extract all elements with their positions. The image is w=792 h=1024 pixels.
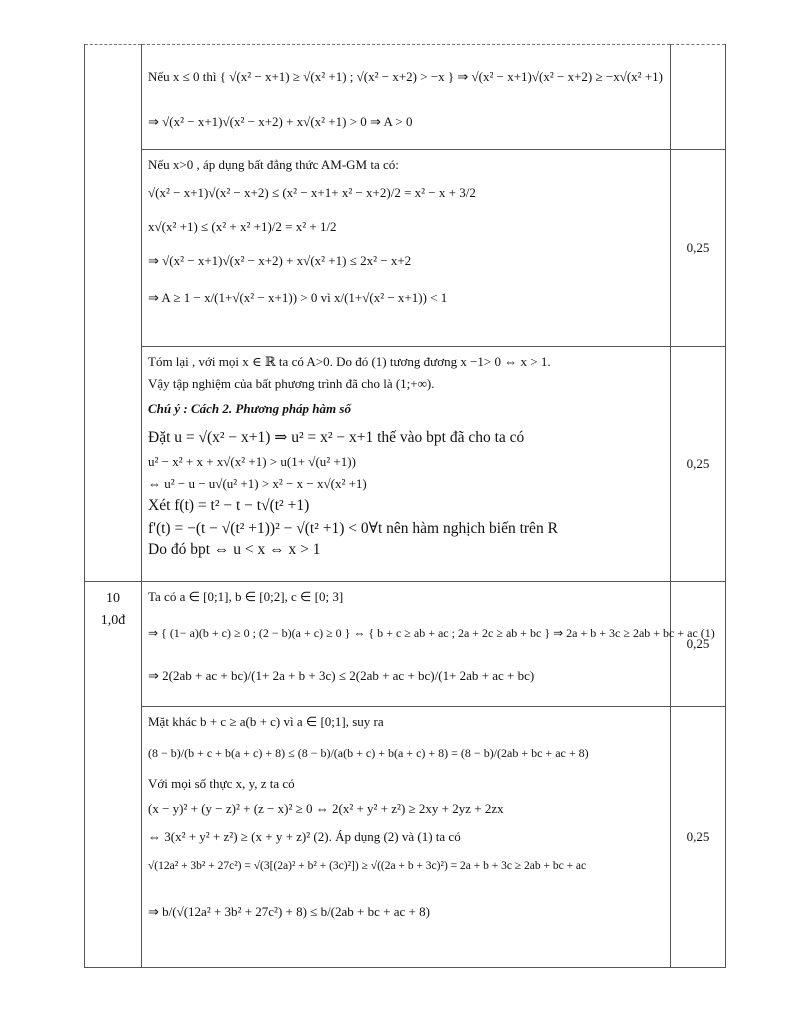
question-number-cell	[85, 582, 142, 968]
solution-cell	[142, 347, 671, 582]
math-expression: (x − y)² + (y − z)² + (z − x)² ≥ 0 ⇔ 2(x² + y² + z²) ≥ 2xy + 2yz + 2zx	[148, 801, 504, 816]
score-value: 0,25	[686, 456, 710, 471]
question-number: 10	[106, 591, 120, 606]
row-r1-line-1	[148, 111, 666, 133]
math-expression: ⇒ { (1− a)(b + c) ≥ 0 ; (2 − b)(a + c) ≥ 0 } ⇔ { b + c ≥ ab + ac ; 2a + 2c ≥ ab + bc } ⇒ 2a + b + 3c ≥ 2ab + bc + ac (1)	[148, 625, 715, 640]
math-expression: Nếu x ≤ 0 thì { √(x² − x+1) ≥ √(x² +1) ; √(x² − x+2) > −x } ⇒ √(x² − x+1)√(x² − x+2) ≥ −x√(x² +1)	[148, 69, 663, 84]
table-row	[85, 45, 726, 150]
math-expression: ⇒ √(x² − x+1)√(x² − x+2) + x√(x² +1) ≤ 2x² − x+2	[148, 253, 412, 268]
table-row	[85, 347, 726, 582]
math-expression: √(x² − x+1)√(x² − x+2) ≤ (x² − x+1+ x² − x+2)/2 = x² − x + 3/2	[148, 185, 476, 200]
math-expression: ⇔ u² − u − u√(u² +1) > x² − x − x√(x² +1)	[148, 476, 367, 491]
score-value: 0,25	[686, 636, 710, 651]
row-r3-line-0	[148, 351, 666, 373]
table-row	[85, 707, 726, 968]
score-cell	[671, 45, 726, 150]
row-r5-line-1	[148, 733, 666, 773]
row-r2-line-1	[148, 176, 666, 210]
table-row	[85, 582, 726, 707]
text-line: Nếu x>0 , áp dụng bất đẳng thức AM-GM ta có:	[148, 157, 399, 172]
row-r3-line-5	[148, 473, 666, 495]
row-r2-content	[142, 150, 670, 346]
row-r2-line-2	[148, 210, 666, 244]
question-number-cell	[85, 45, 142, 582]
row-r3-line-7	[148, 517, 666, 539]
text-line: Vậy tập nghiệm của bất phương trình đã cho là (1;+∞).	[148, 376, 435, 391]
row-r5-line-3	[148, 795, 666, 823]
row-r5-line-6	[148, 895, 666, 929]
text-line: Do đó bpt ⇔ u < x ⇔ x > 1	[148, 541, 321, 558]
score-value: 0,25	[686, 829, 710, 844]
math-expression: ⇒ b/(√(12a² + 3b² + 27c²) + 8) ≤ b/(2ab + bc + ac + 8)	[148, 904, 430, 919]
score-cell	[671, 582, 726, 707]
math-expression: ⇒ A ≥ 1 − x/(1+√(x² − x+1)) > 0 vì x/(1+√(x² − x+1)) < 1	[148, 290, 448, 305]
score-cell	[671, 707, 726, 968]
row-r5-line-4	[148, 823, 666, 851]
math-expression: u² − x² + x + x√(x² +1) > u(1+ √(u² +1))	[148, 454, 356, 469]
row-r3-content	[142, 347, 670, 581]
solution-cell	[142, 45, 671, 150]
text-line: f'(t) = −(t − √(t² +1))² − √(t² +1) < 0∀t nên hàm nghịch biến trên R	[148, 519, 558, 537]
row-r3-line-2	[148, 395, 666, 423]
row-r5-line-0	[148, 711, 666, 733]
text-line: Đặt u = √(x² − x+1) ⇒ u² = x² − x+1 thế vào bpt đã cho ta có	[148, 428, 525, 446]
row-r3-line-1	[148, 373, 666, 395]
row-r5-line-2	[148, 773, 666, 795]
note-heading: Chú ý : Cách 2. Phương pháp hàm số	[148, 401, 351, 416]
math-expression: ⇒ 2(2ab + ac + bc)/(1+ 2a + b + 3c) ≤ 2(2ab + ac + bc)/(1+ 2ab + ac + bc)	[148, 668, 535, 683]
solution-table	[84, 44, 726, 968]
row-r5-line-5	[148, 851, 666, 881]
solution-cell	[142, 150, 671, 347]
math-expression: Mặt khác b + c ≥ a(b + c) vì a ∈ [0;1], suy ra	[148, 714, 384, 729]
row-r4-line-0	[148, 586, 666, 608]
row-r3-line-4	[148, 451, 666, 473]
question-points: 1,0đ	[100, 613, 126, 628]
text-line: Xét f(t) = t² − t − t√(t² +1)	[148, 497, 310, 514]
row-r2-line-4	[148, 278, 666, 318]
row-r2-line-3	[148, 244, 666, 278]
solution-table-container	[84, 44, 724, 974]
text-line: Với mọi số thực x, y, z ta có	[148, 776, 295, 791]
score-cell	[671, 150, 726, 347]
row-r4-line-2	[148, 658, 666, 694]
row-r1-content	[142, 45, 670, 149]
solution-cell	[142, 707, 671, 968]
math-expression: ⇒ √(x² − x+1)√(x² − x+2) + x√(x² +1) > 0 ⇒ A > 0	[148, 114, 413, 129]
row-r3-line-6	[148, 495, 666, 517]
table-row	[85, 150, 726, 347]
math-expression: √(12a² + 3b² + 27c²) = √(3[(2a)² + b² + (3c)²]) ≥ √((2a + b + 3c)²) = 2a + b + 3c ≥ 2ab + bc + ac	[148, 860, 587, 872]
score-cell	[671, 347, 726, 582]
score-value: 0,25	[686, 240, 710, 255]
math-expression: x√(x² +1) ≤ (x² + x² +1)/2 = x² + 1/2	[148, 219, 337, 234]
row-r3-line-8	[148, 539, 666, 561]
row-r5-content	[142, 707, 670, 967]
row-r3-line-3	[148, 423, 666, 451]
math-expression: Ta có a ∈ [0;1], b ∈ [0;2], c ∈ [0; 3]	[148, 589, 344, 604]
text-line: Tóm lại , với mọi x ∈ ℝ ta có A>0. Do đó (1) tương đương x −1> 0 ⇔ x > 1.	[148, 354, 551, 369]
math-expression: ⇔ 3(x² + y² + z²) ≥ (x + y + z)² (2). Áp dụng (2) và (1) ta có	[148, 829, 461, 844]
math-expression: (8 − b)/(b + c + b(a + c) + 8) ≤ (8 − b)/(a(b + c) + b(a + c) + 8) = (8 − b)/(2ab + bc + ac + 8)	[148, 745, 589, 760]
row-r2-line-0	[148, 154, 666, 176]
row-r1-line-0	[148, 49, 666, 105]
